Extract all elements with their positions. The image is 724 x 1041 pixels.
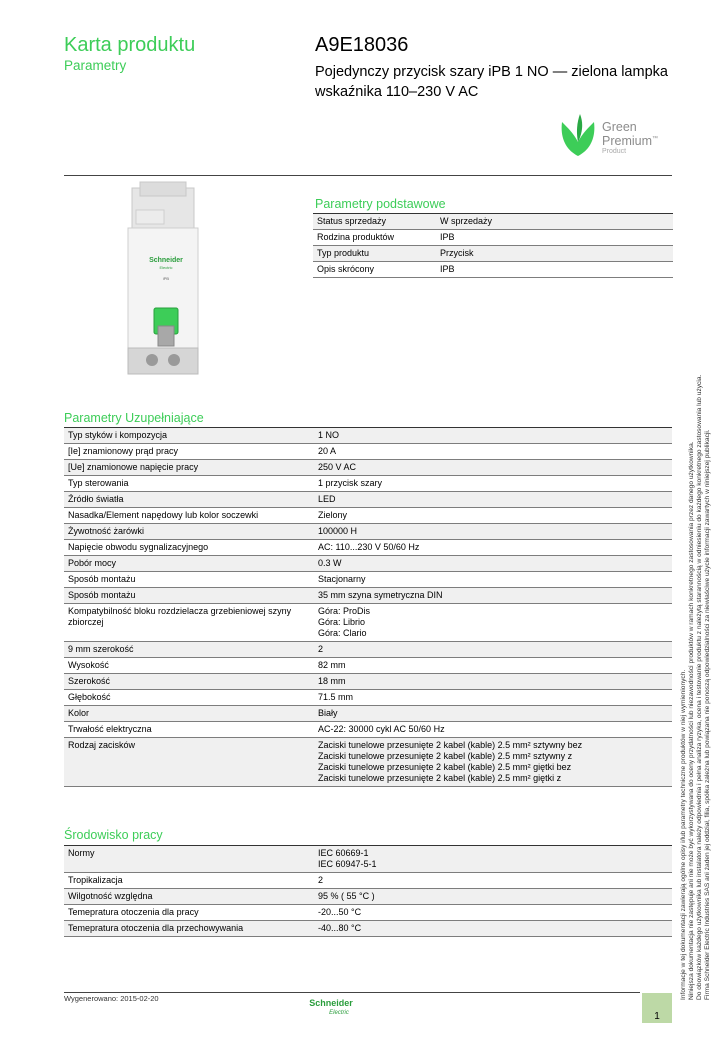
section-title-environment: Środowisko pracy <box>64 828 163 842</box>
table-row <box>64 738 672 787</box>
table-row <box>64 556 672 572</box>
parameter-value: 1 NO <box>314 428 672 444</box>
parameter-label: Sposób montażu <box>64 572 314 588</box>
parameter-value: 1 przycisk szary <box>314 476 672 492</box>
green-premium-line3: Product <box>602 148 627 156</box>
table-row <box>64 690 672 706</box>
parameter-value: -20...50 °C <box>314 905 672 921</box>
parameter-value: LED <box>314 492 672 508</box>
parameter-value: 0.3 W <box>314 556 672 572</box>
product-image <box>118 180 218 380</box>
parameter-value: 71.5 mm <box>314 690 672 706</box>
parameter-value: AC-22: 30000 cykl AC 50/60 Hz <box>314 722 672 738</box>
page-number: 1 <box>642 993 672 1023</box>
parameter-label: 9 mm szerokość <box>64 642 314 658</box>
disclaimer-line: Firma Schneider Electric Industries SAS ani żaden jej oddział, filia, spółka zależna lub powiązana nie ponoszą odpowiedzialności za niewłaściwe użycie informacji zawartych w niniejszej publikacji. <box>704 429 711 1000</box>
parameter-label: [Ue] znamionowe napięcie pracy <box>64 460 314 476</box>
parameter-label: Rodzina produktów <box>313 230 436 246</box>
parameter-value: Stacjonarny <box>314 572 672 588</box>
parameter-label: Nasadka/Element napędowy lub kolor soczewki <box>64 508 314 524</box>
product-description: Pojedynczy przycisk szary iPB 1 NO — zielona lampka wskaźnika 110–230 V AC <box>315 64 668 100</box>
product-header <box>315 34 675 102</box>
page-title: Karta produktu <box>64 34 196 56</box>
legal-disclaimer <box>676 300 718 1000</box>
disclaimer-line: Niniejsza dokumentacja nie zastępuje ani nie może być wykorzystywana do oceny przydatności lub niezawodności produktów w ramach konkretnego zastosowania przez danego użytkownika. <box>688 441 695 1000</box>
schneider-logo <box>301 996 361 1018</box>
parameter-value: Góra: ProDis Góra: Librio Góra: Clario <box>314 604 672 642</box>
parameter-value: 35 mm szyna symetryczna DIN <box>314 588 672 604</box>
parameter-value: Zaciski tunelowe przesunięte 2 kabel (kable) 2.5 mm² sztywny bez Zaciski tunelowe przesunięte 2 kabel (kable) 2.5 mm² sztywny z Zaciski tunelowe przesunięte 2 kabel (kable) 2.5 mm² giętki bez Zaciski tunelowe przesunięte 2 kabel (kable) 2.5 mm² giętki z <box>314 738 672 787</box>
parameter-value: AC: 110...230 V 50/60 Hz <box>314 540 672 556</box>
table-row <box>64 508 672 524</box>
parameter-label: Żywotność żarówki <box>64 524 314 540</box>
parameter-label: Kompatybilność bloku rozdzielacza grzebieniowej szyny zbiorczej <box>64 604 314 642</box>
header-divider <box>64 175 672 176</box>
green-premium-line2 <box>602 133 658 147</box>
green-premium-word: Premium <box>602 134 653 149</box>
footer-brand-sub: Electric <box>329 1010 349 1016</box>
leaf-icon <box>556 112 600 160</box>
table-row <box>313 262 673 278</box>
disclaimer-line: Do obowiązków każdego użytkownika lub instalatora należy odpowiednia i pełna analiza ryzyka, ocena i testowanie produktu z należytą starannością w odniesieniu do każdego konkretnego zastosowania lub użycia. <box>696 374 703 1000</box>
parameter-value: 250 V AC <box>314 460 672 476</box>
parameter-label: Typ styków i kompozycja <box>64 428 314 444</box>
model-label: iPB <box>162 276 170 281</box>
parameter-value: IEC 60669-1 IEC 60947-5-1 <box>314 846 672 873</box>
parameter-value: Biały <box>314 706 672 722</box>
parameter-value: 82 mm <box>314 658 672 674</box>
parameter-label: Trwałość elektryczna <box>64 722 314 738</box>
parameter-label: Typ sterowania <box>64 476 314 492</box>
parameter-label: Normy <box>64 846 314 873</box>
parameter-label: Status sprzedaży <box>313 214 436 230</box>
parameter-value: 18 mm <box>314 674 672 690</box>
parameter-label: Pobór mocy <box>64 556 314 572</box>
parameter-label: Temepratura otoczenia dla pracy <box>64 905 314 921</box>
table-row <box>64 921 672 937</box>
table-row <box>64 572 672 588</box>
parameter-label: Źródło światła <box>64 492 314 508</box>
table-row <box>64 524 672 540</box>
table-row <box>64 674 672 690</box>
table-row <box>64 873 672 889</box>
table-row <box>64 588 672 604</box>
parameter-label: Typ produktu <box>313 246 436 262</box>
green-premium-text <box>602 121 658 156</box>
table-row <box>64 642 672 658</box>
table-row <box>64 444 672 460</box>
table-row <box>313 230 673 246</box>
table-row <box>313 246 673 262</box>
parameter-value: 100000 H <box>314 524 672 540</box>
table-row <box>64 476 672 492</box>
parameter-label: Wysokość <box>64 658 314 674</box>
table-row <box>64 658 672 674</box>
table-row <box>64 722 672 738</box>
parameter-value: 2 <box>314 873 672 889</box>
brand-mark: Schneider <box>149 257 183 264</box>
parameter-label: Szerokość <box>64 674 314 690</box>
green-premium-line1: Green <box>602 120 637 134</box>
parameter-label: Opis skrócony <box>313 262 436 278</box>
brand-mark-sub: Electric <box>159 265 173 270</box>
footer-divider <box>64 992 640 993</box>
table-row <box>64 428 672 444</box>
parameter-value: Przycisk <box>436 246 673 262</box>
footer-brand: Schneider <box>309 998 353 1008</box>
section-title-basic: Parametry podstawowe <box>315 197 446 211</box>
table-row <box>64 846 672 873</box>
supplementary-parameters-table <box>64 427 672 787</box>
environment-table <box>64 845 672 937</box>
parameter-value: W sprzedaży <box>436 214 673 230</box>
basic-parameters-table <box>313 213 673 278</box>
parameter-value: -40...80 °C <box>314 921 672 937</box>
parameter-value: 95 % ( 55 °C ) <box>314 889 672 905</box>
section-title-supplementary: Parametry Uzupełniające <box>64 411 204 425</box>
parameter-label: Głębokość <box>64 690 314 706</box>
green-premium-logo <box>556 112 676 162</box>
parameter-label: Tropikalizacja <box>64 873 314 889</box>
table-row <box>64 540 672 556</box>
parameter-value: 2 <box>314 642 672 658</box>
parameter-value: IPB <box>436 230 673 246</box>
parameter-label: Rodzaj zacisków <box>64 738 314 787</box>
parameter-value: Zielony <box>314 508 672 524</box>
parameter-label: Wilgotność względna <box>64 889 314 905</box>
parameter-label: [Ie] znamionowy prąd pracy <box>64 444 314 460</box>
table-row <box>64 706 672 722</box>
parameter-label: Kolor <box>64 706 314 722</box>
parameter-label: Temepratura otoczenia dla przechowywania <box>64 921 314 937</box>
disclaimer-line: Informacje w tej dokumentacji zawierają ogólne opisy i/lub parametry techniczne produktów w niej wymienionych. <box>680 669 687 1000</box>
table-row <box>64 492 672 508</box>
table-row <box>313 214 673 230</box>
table-row <box>64 460 672 476</box>
product-reference: A9E18036 <box>315 34 409 56</box>
header-left <box>64 34 195 73</box>
parameter-label: Napięcie obwodu sygnalizacyjnego <box>64 540 314 556</box>
page-subtitle: Parametry <box>64 58 127 73</box>
table-row <box>64 905 672 921</box>
table-row <box>64 604 672 642</box>
generation-date: Wygenerowano: 2015-02-20 <box>64 994 159 1003</box>
parameter-value: IPB <box>436 262 673 278</box>
trademark: ™ <box>652 136 659 142</box>
parameter-value: 20 A <box>314 444 672 460</box>
table-row <box>64 889 672 905</box>
parameter-label: Sposób montażu <box>64 588 314 604</box>
